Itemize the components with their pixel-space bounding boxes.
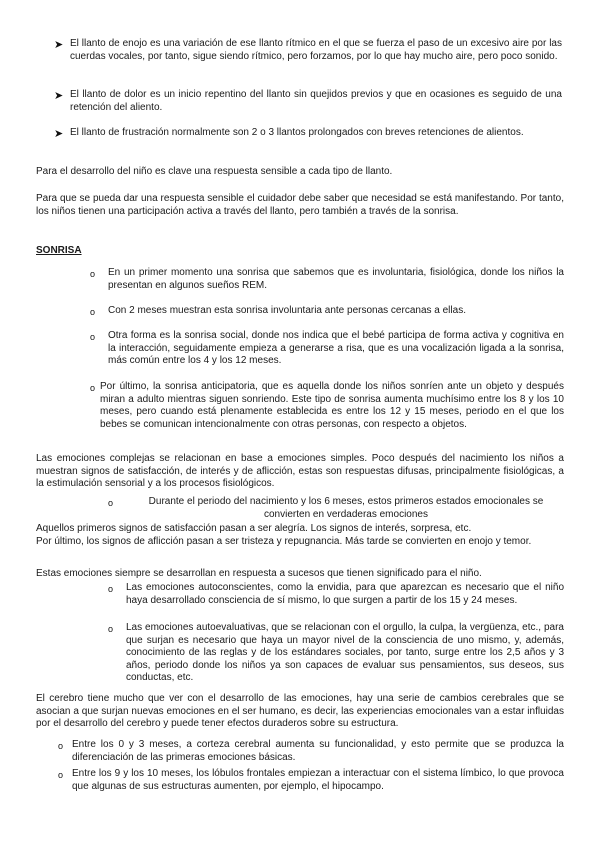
- circle-bullet-icon: o: [108, 498, 114, 508]
- list-item: Por último, la sonrisa anticipatoria, que es aquella donde los niños sonríen ante un objeto y después miran a adulto mientras siguen sonriendo. Este tipo de sonrisa aumenta muchísimo entre los 8 y los 10 meses, pero cuando está plenamente establecida es entre los 12 y 15 meses, periodo en el que los bebes se comunican intencionalmente con otras personas, con respecto a objetos.: [100, 381, 564, 430]
- circle-bullet-icon: o: [58, 741, 64, 751]
- circle-bullet-icon: o: [108, 624, 114, 634]
- list-item: En un primer momento una sonrisa que sabemos que es involuntaria, fisiológica, donde los niños la presentan en algunos sueños REM.: [108, 267, 564, 291]
- arrow-bullet-icon: ➤: [54, 128, 64, 140]
- arrow-bullet-icon: ➤: [54, 90, 64, 102]
- paragraph-first-signs: Aquellos primeros signos de satisfacción pasan a ser alegría. Los signos de interés, sorpresa, etc.: [36, 523, 472, 534]
- circle-bullet-icon: o: [90, 332, 96, 342]
- list-item: Las emociones autoevaluativas, que se relacionan con el orgullo, la culpa, la vergüenza, etc., para que surjan es necesario que haya un mayor nivel de la consciencia de uno mismo, y, además, conocimiento de las reglas y de los estándares sociales, por tanto, surge entre los 2,5 años y 3 años, periodo donde los niños ya son capaces de evaluar sus pensamientos, sus deseos, sus conductas, etc.: [126, 622, 564, 684]
- arrow-bullet-icon: ➤: [54, 39, 64, 51]
- paragraph-always: Estas emociones siempre se desarrollan en respuesta a sucesos que tienen significado para el niño.: [36, 568, 482, 579]
- list-item: Otra forma es la sonrisa social, donde nos indica que el bebé participa de forma activa y cognitiva en la interacción, seguidamente empieza a generarse a risa, que es una vocalización ligada a la sonrisa, más común entre los 4 y los 12 meses.: [108, 330, 564, 367]
- section-heading-sonrisa: SONRISA: [36, 245, 82, 256]
- paragraph-brain: El cerebro tiene mucho que ver con el desarrollo de las emociones, hay una serie de cambios cerebrales que se asocian a que surjan nuevas emociones en el ser humano, es decir, las experiencias emocionales van a estar influidas por el desarrollo del cerebro y puede tener efectos duraderos sobre su estructura.: [36, 693, 564, 730]
- list-item: El llanto de enojo es una variación de ese llanto rítmico en el que se fuerza el paso de un excesivo aire por las cuerdas vocales, por tanto, sigue siendo rítmico, pero forzamos, por lo que hay mucho aire, pero poco sonido.: [70, 38, 562, 62]
- paragraph-complex: Las emociones complejas se relacionan en base a emociones simples. Poco después del nacimiento los niños a muestran signos de satisfacción, de interés y de aflicción, estas son respuestas difusas, principalmente fisiológicas, a la estimulación sensorial y a los procesos fisiológicos.: [36, 453, 564, 490]
- circle-bullet-icon: o: [90, 269, 96, 279]
- list-item: Las emociones autoconscientes, como la envidia, para que aparezcan es necesario que el niño haya desarrollado consciencia de sí mismo, lo que surgen a partir de los 15 y 24 meses.: [126, 582, 564, 606]
- list-item: Entre los 0 y 3 meses, a corteza cerebral aumenta su funcionalidad, y esto permite que se produzca la diferenciación de las primeras emociones básicas.: [72, 739, 564, 763]
- list-item: Con 2 meses muestran esta sonrisa involuntaria ante personas cercanas a ellas.: [108, 305, 466, 316]
- circle-bullet-icon: o: [58, 770, 64, 780]
- list-item: El llanto de dolor es un inicio repentino del llanto sin quejidos previos y que en ocasiones es seguido de una retención del aliento.: [70, 89, 562, 113]
- circle-bullet-icon: o: [108, 584, 114, 594]
- list-item: Durante el periodo del nacimiento y los 6 meses, estos primeros estados emocionales se convierten en verdaderas emociones: [148, 496, 544, 520]
- circle-bullet-icon: o: [90, 307, 96, 317]
- list-item: Entre los 9 y los 10 meses, los lóbulos frontales empiezan a interactuar con el sistema límbico, lo que provoca que algunas de sus estructuras aumenten, por ejemplo, el hipocampo.: [72, 768, 564, 792]
- paragraph-development: Para el desarrollo del niño es clave una respuesta sensible a cada tipo de llanto.: [36, 166, 393, 177]
- paragraph-caregiver: Para que se pueda dar una respuesta sensible el cuidador debe saber que necesidad se está manifestando. Por tanto, los niños tienen una participación activa a través del llanto, pero también a través de la sonrisa.: [36, 193, 564, 217]
- circle-bullet-icon: o: [90, 383, 96, 393]
- list-item: El llanto de frustración normalmente son 2 o 3 llantos prolongados con breves retenciones de alientos.: [70, 127, 524, 138]
- paragraph-affliction: Por último, los signos de aflicción pasan a ser tristeza y repugnancia. Más tarde se convierten en enojo y temor.: [36, 536, 532, 547]
